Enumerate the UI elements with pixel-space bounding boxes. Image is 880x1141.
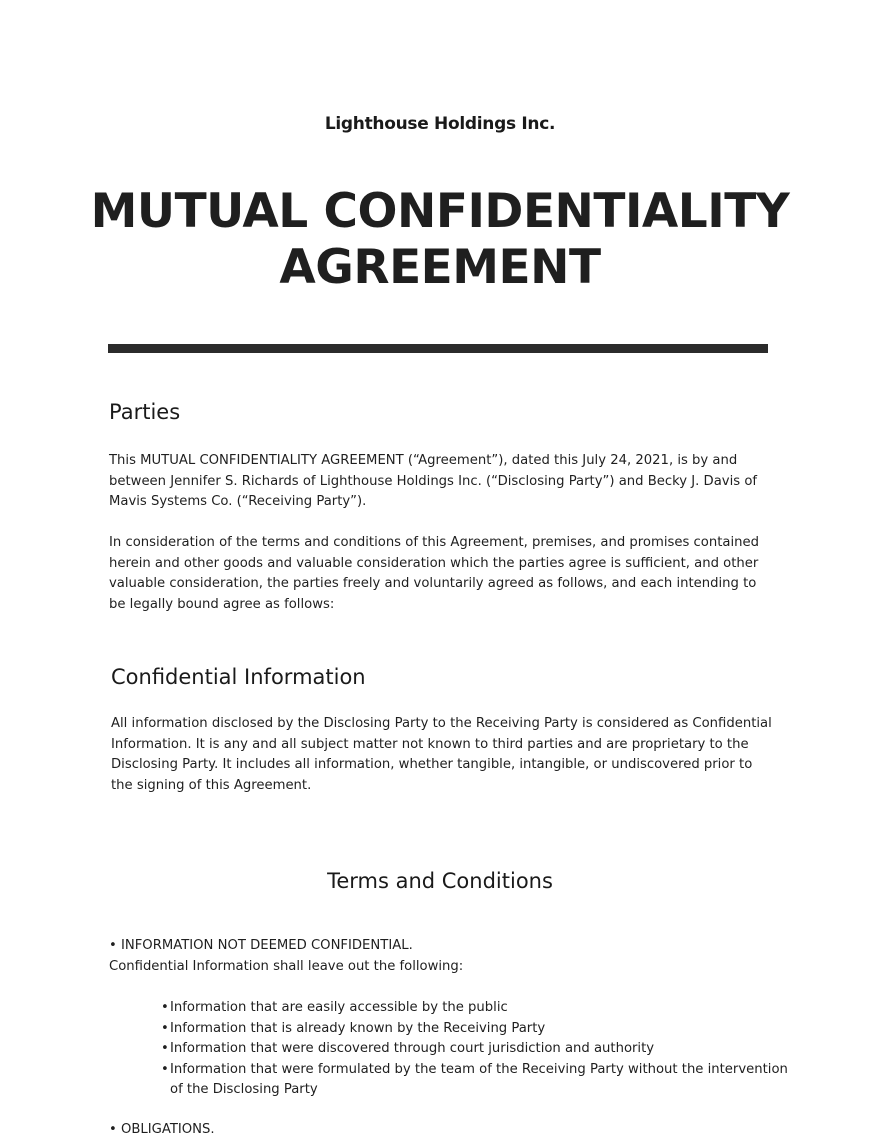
- confidential-information-paragraph: All information disclosed by the Disclosing Party to the Receiving Party is considered as Confidential Information. It is any and all subject matter not known to third parties and are proprietary to the Disclosing Party. It includes all information, whether tangible, intangible, or undiscovered prior to the signing of this Agreement.: [111, 716, 772, 793]
- document-title-line-2: AGREEMENT: [279, 240, 601, 295]
- parties-heading: Parties: [109, 400, 181, 424]
- document-title: [0, 184, 880, 296]
- list-item: [161, 1060, 801, 1101]
- bullet-glyph: •: [161, 1020, 169, 1036]
- document-title-line-1: MUTUAL CONFIDENTIALITY: [90, 184, 790, 239]
- parties-paragraph-2: In consideration of the terms and conditions of this Agreement, premises, and promises contained herein and other goods and valuable consideration which the parties agree is sufficient, and other valuable consideration, the parties freely and voluntarily agreed as follows, and each intending to be legally bound agree as follows:: [109, 535, 759, 612]
- company-name: Lighthouse Holdings Inc.: [324, 114, 556, 134]
- title-divider: [108, 344, 768, 353]
- list-item: [161, 998, 801, 1019]
- bullet-glyph: •: [161, 1000, 169, 1015]
- confidential-information-heading: Confidential Information: [111, 665, 366, 689]
- parties-paragraph-1: This MUTUAL CONFIDENTIALITY AGREEMENT (“Agreement”), dated this July 24, 2021, is by and between Jennifer S. Richards of Lighthouse Holdings Inc. (“Disclosing Party”) and Becky J. Davis of Mavis Systems Co. (“Receiving Party”).: [109, 453, 758, 509]
- list-item-text: Information that were discovered through court jurisdiction and authority: [170, 1041, 655, 1056]
- terms-item-1-title: • INFORMATION NOT DEEMED CONFIDENTIAL.: [109, 938, 413, 953]
- list-item-text: Information that were formulated by the team of the Receiving Party without the intervention of the Disclosing Party: [170, 1061, 788, 1097]
- bullet-glyph: •: [161, 1041, 169, 1056]
- terms-item-2-title: • OBLIGATIONS.: [109, 1122, 215, 1137]
- list-item: [161, 1019, 801, 1040]
- list-item-text: Information that is already known by the Receiving Party: [170, 1020, 546, 1036]
- bullet-glyph: •: [161, 1061, 169, 1077]
- list-item: [161, 1039, 801, 1060]
- list-item-text: Information that are easily accessible by the public: [170, 1000, 508, 1015]
- terms-heading: Terms and Conditions: [327, 869, 553, 893]
- exclusions-list: [161, 998, 801, 1101]
- terms-item-1-intro: Confidential Information shall leave out the following:: [109, 959, 464, 974]
